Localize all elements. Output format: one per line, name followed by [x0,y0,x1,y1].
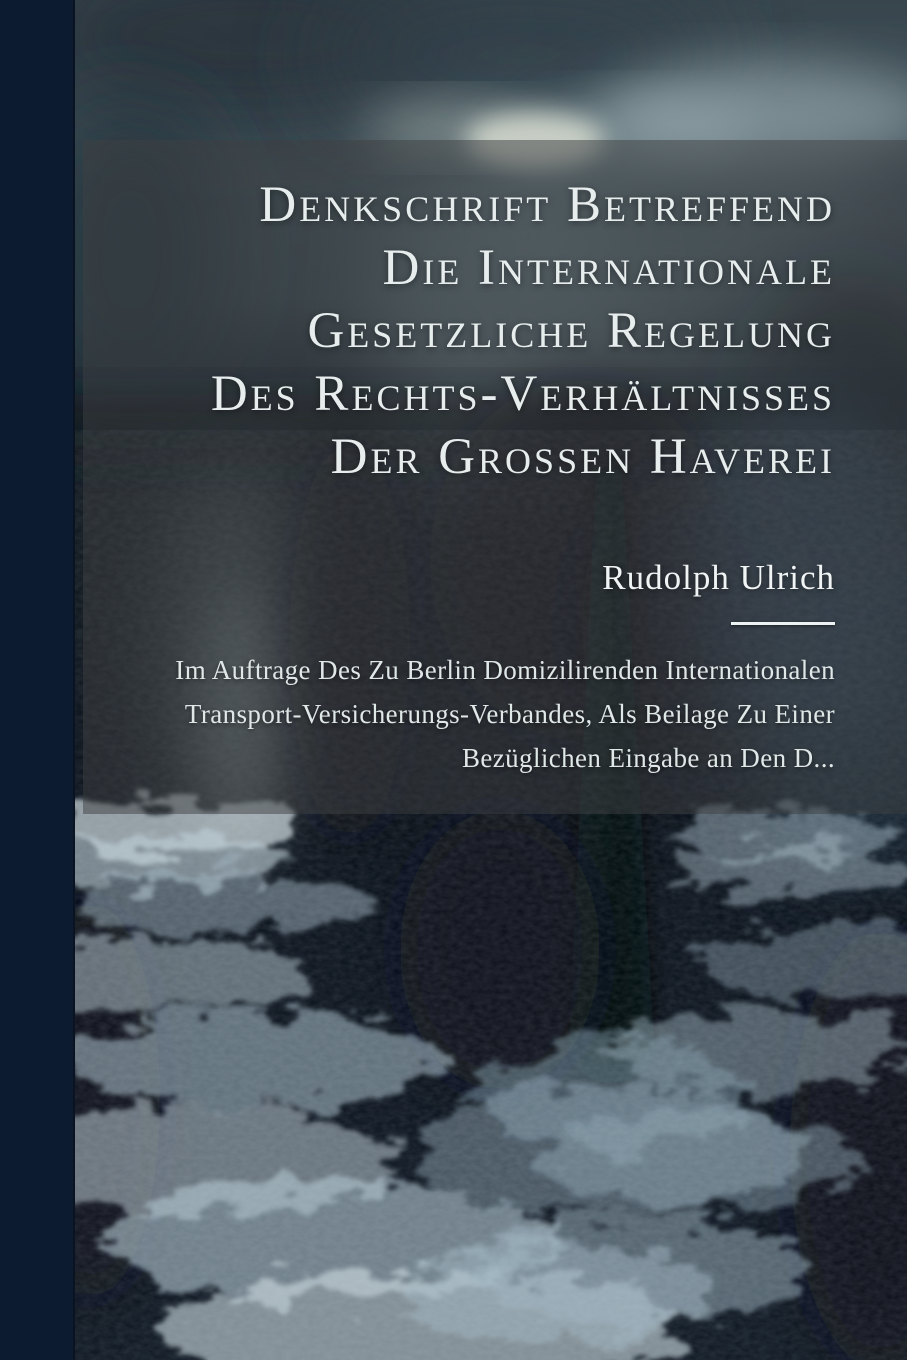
subtitle-line: Transport-Versicherungs-Verbandes, Als Beilage Zu Einer [184,699,835,729]
author-name: Rudolph Ulrich [602,558,835,597]
title-line: Des Rechts-Verhältnisses [210,366,835,422]
title-line: Der Grossen Haverei [330,429,835,485]
title-line: Denkschrift Betreffend [259,177,835,233]
left-margin-strip [0,0,75,1360]
title-line: Die Internationale [382,240,835,296]
title-line: Gesetzliche Regelung [307,303,835,359]
title-panel [83,140,907,814]
author-divider-rule [731,622,835,625]
subtitle-line: Im Auftrage Des Zu Berlin Domizilirenden Internationalen [175,655,835,685]
book-title [103,174,835,489]
book-subtitle [123,648,835,780]
subtitle-line: Bezüglichen Eingabe an Den D... [461,743,835,773]
